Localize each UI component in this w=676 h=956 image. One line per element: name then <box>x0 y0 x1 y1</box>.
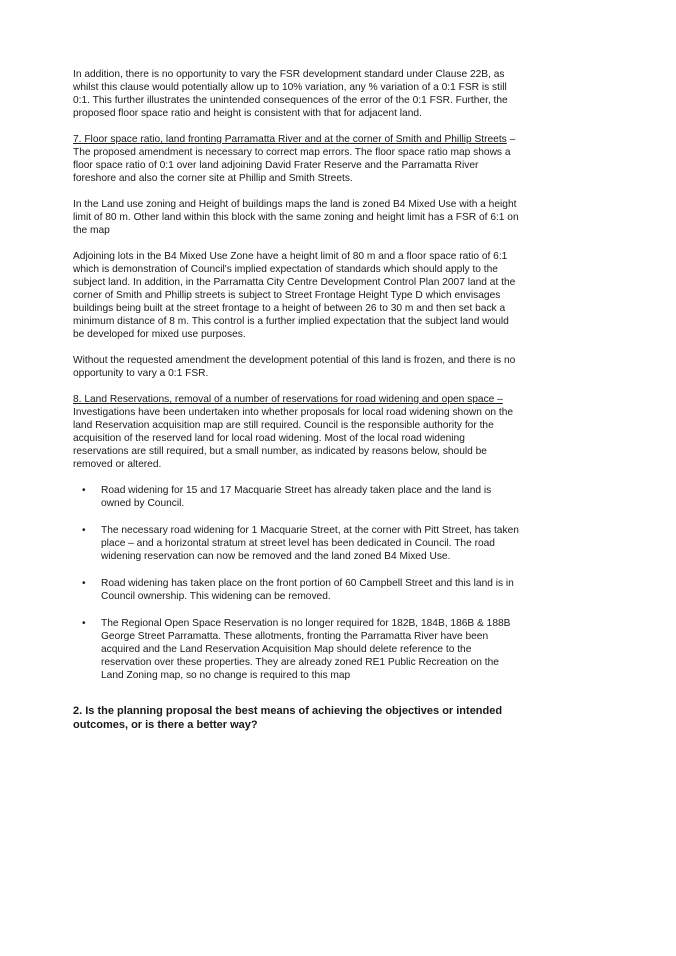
list-item-text: Road widening for 15 and 17 Macquarie Street has already taken place and the land is owned by Council. <box>101 485 492 509</box>
paragraph-adjoining-lots: Adjoining lots in the B4 Mixed Use Zone have a height limit of 80 m and a floor space ratio of 6:1 which is demonstration of Council's implied expectation of standards which should apply to the subject land. In addition, in the Parramatta City Centre Development Control Plan 2007 land at the corner of Smith and Phillip streets is subject to Street Frontage Height Type D which envisages buildings being built at the street frontage to a height of between 26 to 30 m and then set back a minimum distance of 8 m. This control is a further implied expectation that the subject land would be developed for mixed use purposes. <box>73 251 516 340</box>
bullet-icon: • <box>82 525 86 536</box>
paragraph-development-potential: Without the requested amendment the development potential of this land is frozen, and there is no opportunity to vary a 0:1 FSR. <box>73 355 516 379</box>
question-heading: 2. Is the planning proposal the best means of achieving the objectives or intended outcomes, or is there a better way? <box>73 705 503 731</box>
section-8-body: Investigations have been undertaken into whether proposals for local road widening shown on the land Reservation acquisition map are still required. Council is the responsible authority for the acquisition of the reserved land for local road widening. Most of the local road widening reservations are still required, but a small number, as indicated by reasons below, should be removed or altered. <box>73 407 514 470</box>
list-item-text: The necessary road widening for 1 Macquarie Street, at the corner with Pitt Street, has taken place – and a horizontal stratum at street level has been dedicated in Council. The road widening reservation can now be removed and the land zoned B4 Mixed Use. <box>101 525 519 562</box>
list-item-text: Road widening has taken place on the front portion of 60 Campbell Street and this land is in Council ownership. This widening can be removed. <box>101 578 514 602</box>
section-7-heading: 7. Floor space ratio, land fronting Parramatta River and at the corner of Smith and Phillip Streets <box>73 134 507 145</box>
list-item-text: The Regional Open Space Reservation is no longer required for 182B, 184B, 186B & 188B George Street Parramatta. These allotments, fronting the Parramatta River have been acquired and the Land Reservation Acquisition Map should delete reference to the reservation over these properties. They are already zoned RE1 Public Recreation on the Land Zoning map, so no change is required to this map <box>101 618 511 681</box>
paragraph-zoning-height: In the Land use zoning and Height of buildings maps the land is zoned B4 Mixed Use with a height limit of 80 m. Other land within this block with the same zoning and height limit has a FSR of 6:1 on the map <box>73 199 519 236</box>
bullet-icon: • <box>82 485 86 496</box>
list-item <box>73 577 519 603</box>
bullet-icon: • <box>82 578 86 589</box>
section-8-heading: 8. Land Reservations, removal of a number of reservations for road widening and open space – <box>73 394 503 405</box>
section-8 <box>73 393 519 471</box>
road-widening-list <box>73 484 519 682</box>
document-page <box>73 68 519 732</box>
paragraph-fsr-variation: In addition, there is no opportunity to vary the FSR development standard under Clause 22B, as whilst this clause would potentially allow up to 10% variation, any % variation of a 0:1 FSR is still 0:1. This further illustrates the unintended consequences of the error of the 0:1 FSR. Further, the proposed floor space ratio and height is consistent with that for adjacent land. <box>73 69 508 119</box>
list-item <box>73 524 519 563</box>
section-7 <box>73 133 519 185</box>
list-item <box>73 617 519 682</box>
section-7-body: – The proposed amendment is necessary to correct map errors. The floor space ratio map shows a floor space ratio of 0:1 over land adjoining David Frater Reserve and the Parramatta River foreshore and also the corner site at Phillip and Smith Streets. <box>73 134 516 184</box>
list-item <box>73 484 519 510</box>
bullet-icon: • <box>82 618 86 629</box>
